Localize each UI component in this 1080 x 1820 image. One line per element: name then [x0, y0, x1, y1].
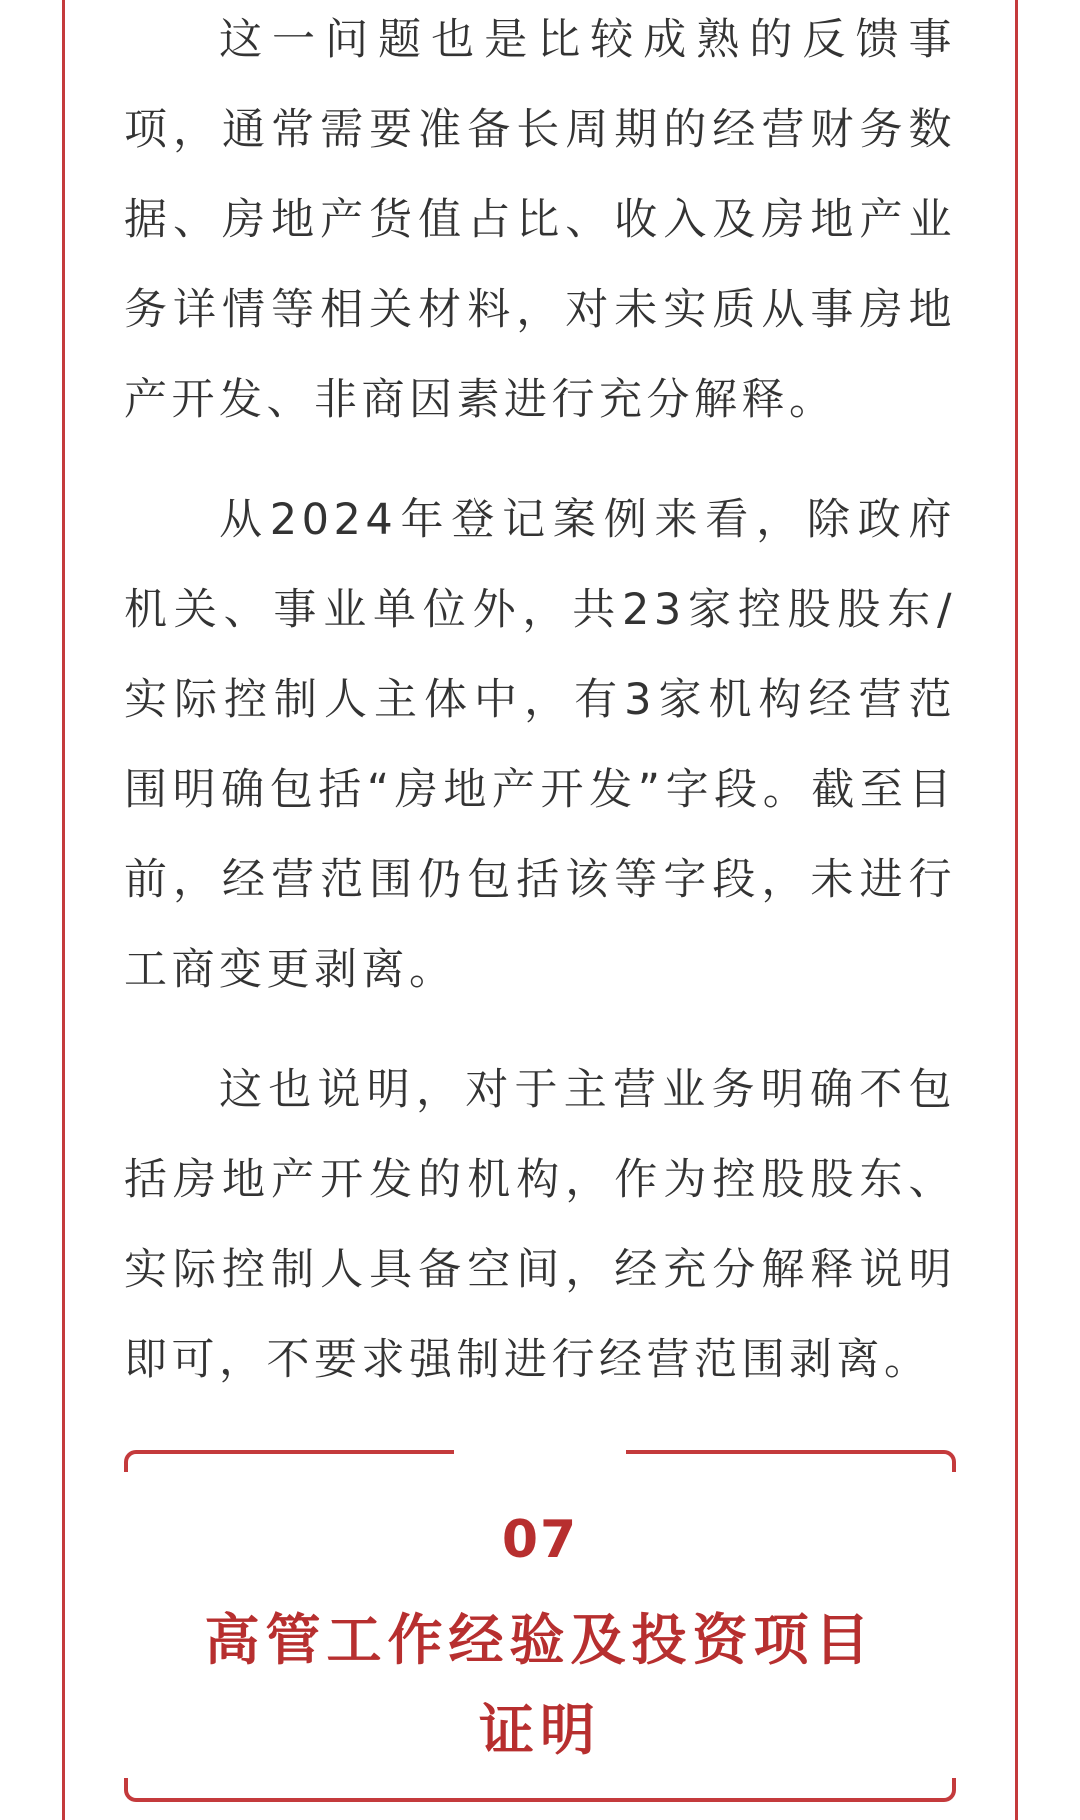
- left-border-line: [62, 0, 65, 1820]
- paragraph-1: 这一问题也是比较成熟的反馈事项，通常需要准备长周期的经营财务数据、房地产货值占比、收入及房地产业务详情等相关材料，对未实质从事房地产开发、非商因素进行充分解释。: [124, 15, 956, 425]
- section-title: 高管工作经验及投资项目证明: [204, 1608, 876, 1762]
- paragraph-2: 从2024年登记案例来看，除政府机关、事业单位外，共23家控股股东/实际控制人主体中，有3家机构经营范围明确包括“房地产开发”字段。截至目前，经营范围仍包括该等字段，未进行工商变更剥离。: [124, 495, 956, 995]
- section-heading-box: [124, 1450, 956, 1802]
- section-number: 07: [501, 1510, 579, 1570]
- paragraph-3: 这也说明，对于主营业务明确不包括房地产开发的机构，作为控股股东、实际控制人具备空间，经充分解释说明即可，不要求强制进行经营范围剥离。: [124, 1065, 956, 1385]
- box-top-left-corner: [124, 1450, 454, 1472]
- right-border-line: [1015, 0, 1018, 1820]
- box-top-right-corner: [626, 1450, 956, 1472]
- box-bottom-border: [124, 1778, 956, 1802]
